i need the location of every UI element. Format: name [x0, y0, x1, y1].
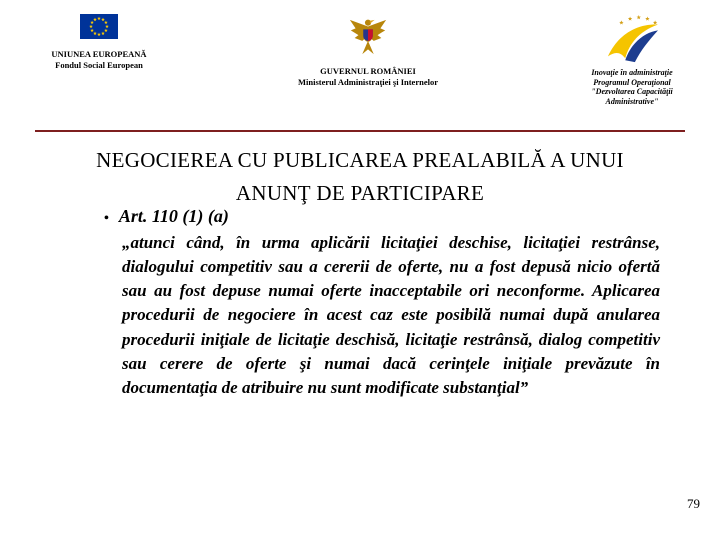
slide-title [30, 144, 690, 209]
podca-caption-line4: Administrative" [605, 96, 659, 106]
bullet-icon: • [104, 211, 109, 226]
slide-header [34, 14, 692, 106]
government-logo-block [258, 14, 478, 87]
podca-logo-block [572, 14, 692, 106]
podca-caption-line1: Inovaţie în administraţie [591, 68, 673, 77]
eu-logo-block [34, 14, 164, 70]
page-number: 79 [687, 496, 700, 511]
government-caption-line1: GUVERNUL ROMÂNIEI [320, 66, 416, 76]
eu-caption-line1: UNIUNEA EUROPEANĂ [51, 49, 147, 59]
romanian-coat-of-arms-icon [347, 14, 389, 60]
slide-body [104, 206, 662, 400]
podca-caption-line2: Programul Operaţional [593, 77, 671, 87]
government-caption [298, 66, 438, 87]
eu-flag-icon [80, 14, 118, 39]
podca-caption [591, 68, 673, 106]
header-divider [35, 130, 685, 132]
slide-title-line1: NEGOCIEREA CU PUBLICAREA PREALABILĂ A UNUI [96, 148, 624, 172]
government-caption-line2: Ministerul Administraţiei şi Internelor [297, 76, 438, 87]
podca-caption-line3: "Dezvoltarea Capacităţii [591, 87, 673, 97]
slide-title-line2: ANUNŢ DE PARTICIPARE [235, 180, 485, 205]
eu-caption-line2: Fondul Social European [55, 59, 143, 70]
podca-program-logo-icon [601, 14, 663, 66]
bullet-heading [104, 206, 662, 227]
article-reference: Art. 110 (1) (a) [118, 206, 229, 226]
quoted-paragraph: „atunci când, în urma aplicării licitaţiei deschise, licitaţiei restrânse, dialogului competitiv sau a cererii de oferte, nu a fost depusă nicio ofertă sau au fost depuse numai oferte inacceptabile ori neconforme. Aplicarea procedurii de negociere în acest caz este posibilă numai după anularea procedurii iniţiale de licitaţie deschisă, licitaţie restrânsă, dialog competitiv sau cerere de oferte şi numai dacă cerinţele iniţiale prevăzute în documentaţia de atribuire nu sunt modificate substanţial” [122, 233, 660, 397]
eu-caption [51, 49, 146, 70]
